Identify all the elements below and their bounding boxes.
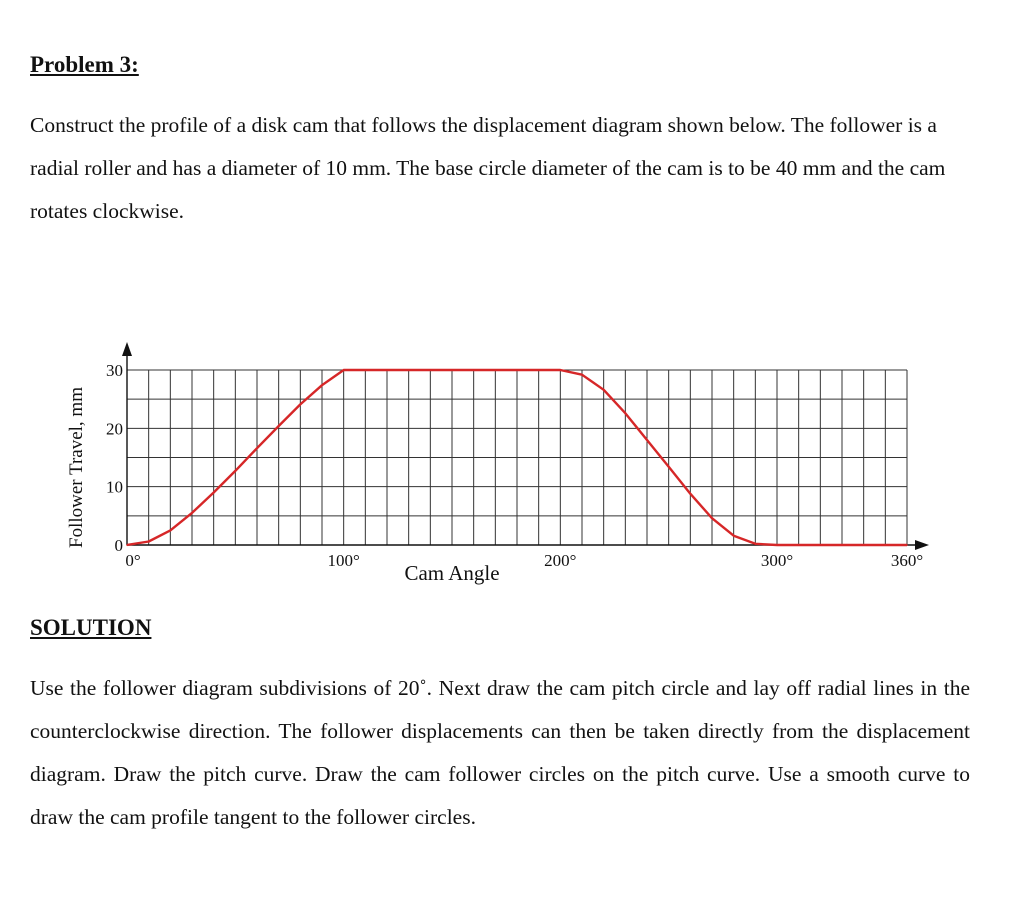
x-tick-label: 0° (125, 551, 141, 570)
data-point (711, 517, 713, 519)
data-point (278, 425, 280, 427)
data-point (126, 544, 128, 546)
displacement-diagram (0, 330, 1024, 595)
data-point (755, 543, 757, 545)
solution-title: SOLUTION (30, 615, 152, 640)
data-point (256, 447, 258, 449)
data-point (343, 369, 345, 371)
data-point (235, 470, 237, 472)
data-point (668, 466, 670, 468)
data-point (625, 412, 627, 414)
solution-statement: Use the follower diagram subdivisions of 20˚. Next draw the cam pitch circle and lay off radial lines in the counterclockwise direction. The follower displacements can then be taken directly from the displacement diagram. Draw the pitch curve. Draw the cam follower circles on the pitch curve. Use a smooth curve to draw the cam profile tangent to the follower circles. (30, 676, 970, 829)
data-point (690, 493, 692, 495)
problem-title: Problem 3: (30, 52, 139, 77)
y-axis-label: Follower Travel, mm (66, 387, 87, 548)
x-tick-label: 200° (544, 551, 577, 570)
data-point (386, 369, 388, 371)
chart-grid (127, 370, 907, 545)
y-tick-label: 0 (114, 536, 123, 555)
y-tick-label: 10 (106, 477, 123, 497)
data-point (473, 369, 475, 371)
data-point (603, 389, 605, 391)
data-point (213, 492, 215, 494)
x-tick-label: 360° (890, 551, 924, 570)
y-tick-label: 20 (106, 419, 123, 439)
data-point (776, 544, 778, 546)
data-point (820, 544, 822, 546)
data-point (560, 369, 562, 371)
data-point (906, 544, 908, 546)
data-point (863, 544, 865, 546)
x-tick-label: 100° (327, 551, 360, 570)
chart-labels (66, 361, 923, 585)
x-axis-label: Cam Angle (404, 561, 500, 585)
data-point (581, 374, 583, 376)
data-point (321, 384, 323, 386)
x-tick-label: 300° (760, 551, 794, 570)
y-tick-label: 30 (106, 361, 123, 380)
data-point (170, 530, 172, 532)
data-point (646, 439, 648, 441)
data-point (733, 535, 735, 537)
y-axis-arrow (122, 342, 132, 356)
data-point (148, 541, 150, 543)
data-point (300, 404, 302, 406)
data-point (516, 369, 518, 371)
x-axis-arrow (915, 540, 929, 550)
chart-axes (122, 342, 929, 550)
data-point (191, 512, 193, 514)
problem-statement: Construct the profile of a disk cam that follows the displacement diagram shown below. The follower is a radial roller and has a diameter of 10 mm. The base circle diameter of the cam is to be 40 mm and the cam rotates clockwise. (30, 113, 946, 223)
data-point (430, 369, 432, 371)
